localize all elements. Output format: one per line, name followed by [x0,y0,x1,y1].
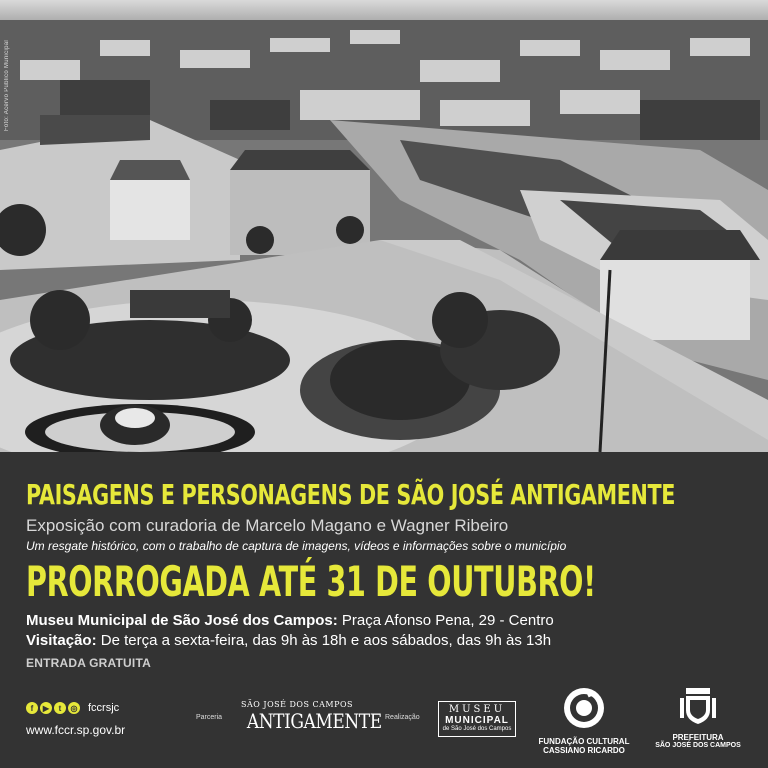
peacock-icon [562,686,606,730]
exhibition-title: PAISAGENS E PERSONAGENS DE SÃO JOSÉ ANTIGAMENTE [26,478,676,511]
foundation-line2: CASSIANO RICARDO [543,746,625,755]
venue-label: Museu Municipal de São José dos Campos: [26,612,338,629]
facebook-icon[interactable]: f [26,702,38,714]
prefecture-line2: SÃO JOSÉ DOS CAMPOS [655,742,741,749]
partner-logo [238,700,382,733]
realization-label: Realização [385,714,420,721]
partner-logo-main: ANTIGAMENTE [246,709,382,733]
prefecture-logo [648,686,748,749]
prefecture-line1: PREFEITURA [672,733,724,742]
museum-logo-line2: MUNICIPAL [445,715,509,726]
foundation-line1: FUNDAÇÃO CULTURAL [538,737,630,746]
partner-logo-top: SÃO JOSÉ DOS CAMPOS [241,700,353,709]
twitter-icon[interactable]: t [54,702,66,714]
exhibition-tagline: Um resgate histórico, com o trabalho de captura de imagens, vídeos e informações sobre o município [26,539,567,553]
exhibition-subtitle: Exposição com curadoria de Marcelo Magano e Wagner Ribeiro [26,516,509,535]
partner-label: Parceria [196,714,223,721]
social-handle[interactable]: fccrsjc [88,702,120,714]
museum-logo-line1: MUSEU [448,704,506,715]
coat-of-arms-icon [678,686,718,726]
social-links [26,702,119,714]
visit-label: Visitação: [26,632,97,649]
free-entry: ENTRADA GRATUITA [26,656,151,670]
website-link[interactable]: www.fccr.sp.gov.br [26,723,126,737]
venue-line [26,612,554,629]
visit-line [26,632,551,649]
photo-credit: Foto: Acervo Público Municipal [4,40,10,132]
youtube-icon[interactable]: ▶ [40,702,52,714]
museum-logo [438,701,516,737]
foundation-logo [534,686,634,755]
extension-notice: PRORROGADA ATÉ 31 DE OUTUBRO! [26,557,596,606]
visit-hours: De terça a sexta-feira, das 9h às 18h e aos sábados, das 9h às 13h [100,632,552,649]
museum-logo-line3: de São José dos Campos [442,726,512,732]
venue-address: Praça Afonso Pena, 29 - Centro [341,612,554,629]
instagram-icon[interactable]: ◎ [68,702,80,714]
